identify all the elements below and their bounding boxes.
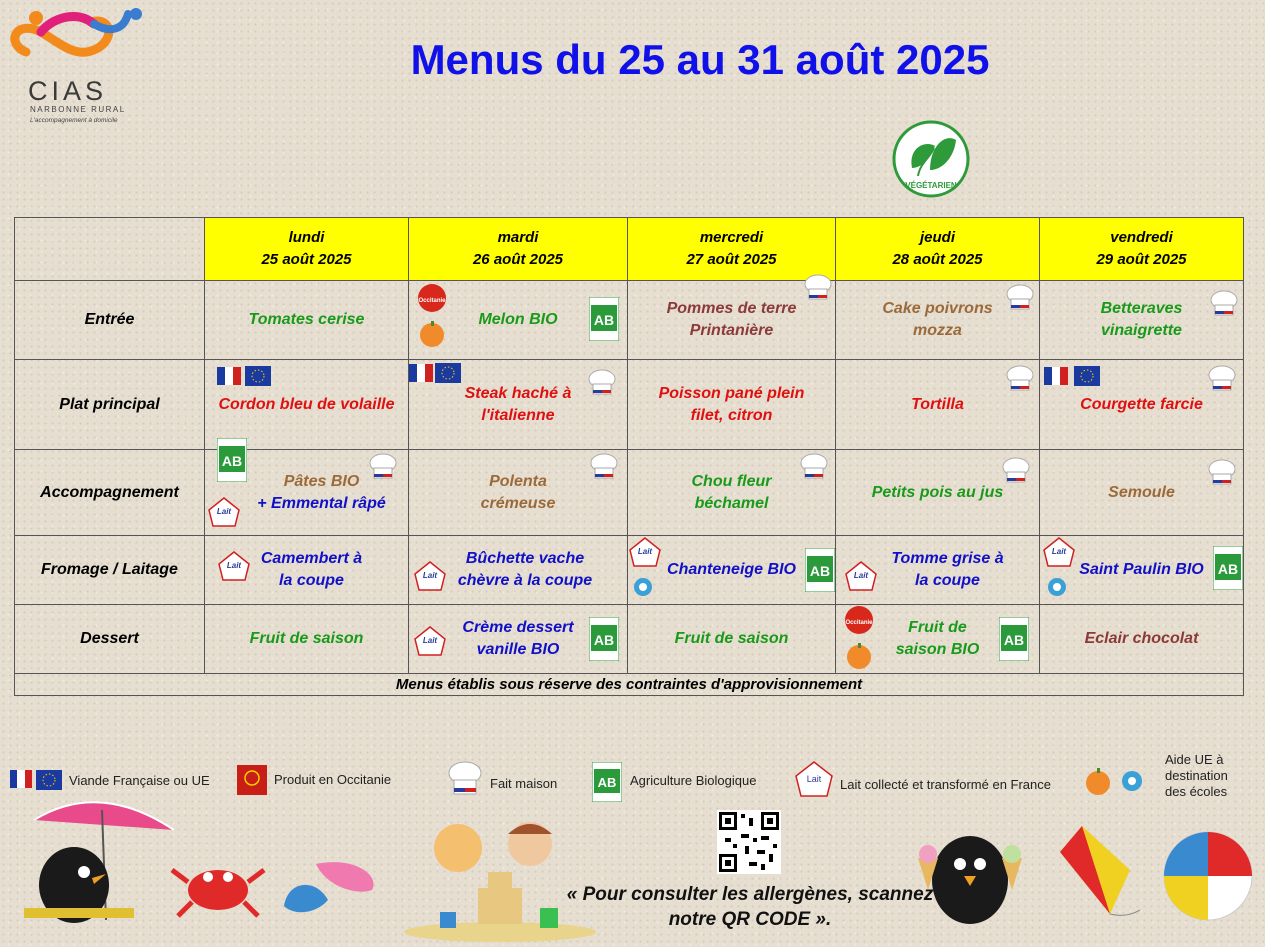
logo-subtitle: NARBONNE RURAL bbox=[30, 105, 126, 114]
day-date: 29 août 2025 bbox=[1096, 251, 1187, 268]
legend-occitanie-icon bbox=[236, 764, 268, 796]
logo-name: CIAS bbox=[28, 76, 108, 106]
dish-text: Cake poivrons mozza bbox=[882, 300, 993, 339]
row-fromage-laitage bbox=[15, 536, 1244, 605]
bio-icon-text: AB bbox=[1003, 632, 1025, 648]
row-label: Plat principal bbox=[15, 360, 205, 450]
menu-cell bbox=[1040, 605, 1244, 674]
logo-tagline: L'accompagnement à domicile bbox=[30, 117, 118, 124]
row-plat-principal bbox=[15, 360, 1244, 450]
row-label: Accompagnement bbox=[15, 450, 205, 536]
shells-illustration bbox=[276, 856, 386, 920]
menu-cell bbox=[205, 281, 409, 360]
dish-text: Steak haché à l'italienne bbox=[464, 384, 572, 424]
bio-icon bbox=[589, 617, 619, 661]
lait-icon-text: Lait bbox=[422, 636, 438, 645]
lait-icon-text: Lait bbox=[853, 571, 869, 580]
dish-text: Tomates cerise bbox=[248, 311, 365, 328]
dish-extra-text: + Emmental râpé bbox=[257, 494, 386, 512]
bio-icon bbox=[589, 297, 619, 341]
corner-cell bbox=[15, 218, 205, 281]
occitanie-icon bbox=[415, 283, 449, 313]
menu-cell bbox=[628, 281, 836, 360]
dish-text: Melon BIO bbox=[478, 311, 558, 328]
legend-lait-icon bbox=[794, 760, 834, 798]
dish-text: Chou fleur béchamel bbox=[691, 472, 772, 512]
day-header-mercredi bbox=[628, 218, 836, 281]
supply-note: Menus établis sous réserve des contraintes d'approvisionnement bbox=[15, 674, 1244, 696]
dish-text: Pommes de terre Printanière bbox=[666, 300, 797, 339]
lait-icon-text: Lait bbox=[637, 547, 653, 556]
dish-text: Betteraves vinaigrette bbox=[1100, 300, 1183, 339]
chef-hat-icon bbox=[589, 452, 619, 482]
day-date: 28 août 2025 bbox=[892, 251, 983, 268]
legend-lait-icon-text: Lait bbox=[806, 774, 822, 784]
dish-text: Cordon bleu de volaille bbox=[218, 395, 395, 413]
chef-hat-icon bbox=[799, 452, 829, 482]
menu-cell bbox=[205, 360, 409, 450]
menu-table bbox=[14, 217, 1244, 696]
qr-code[interactable] bbox=[717, 810, 781, 874]
row-label: Fromage / Laitage bbox=[15, 536, 205, 605]
chef-hat-icon bbox=[1005, 283, 1035, 313]
eu-aid-splash-icon bbox=[630, 574, 656, 600]
bio-icon bbox=[999, 617, 1029, 661]
chef-hat-icon bbox=[1005, 364, 1035, 394]
menu-cell bbox=[836, 360, 1040, 450]
dish-text: Saint Paulin BIO bbox=[1079, 561, 1204, 578]
day-name: vendredi bbox=[1110, 229, 1173, 246]
legend-milk-text: Lait collecté et transformé en France bbox=[840, 777, 1051, 792]
day-name: mardi bbox=[497, 229, 539, 246]
crab-illustration bbox=[168, 852, 268, 922]
dish-text: Crème dessert vanille BIO bbox=[462, 619, 574, 658]
dish-text: Semoule bbox=[1108, 483, 1175, 501]
menu-cell bbox=[836, 281, 1040, 360]
menu-cell bbox=[836, 536, 1040, 605]
bio-icon bbox=[1213, 546, 1243, 590]
day-date: 25 août 2025 bbox=[261, 251, 352, 268]
day-header-vendredi bbox=[1040, 218, 1244, 281]
lait-france-icon bbox=[628, 536, 662, 568]
menu-cell bbox=[409, 450, 628, 536]
row-entree bbox=[15, 281, 1244, 360]
eu-aid-fruit-icon bbox=[844, 641, 874, 671]
row-dessert bbox=[15, 605, 1244, 674]
menu-cell bbox=[205, 450, 409, 536]
dish-text: Eclair chocolat bbox=[1084, 630, 1199, 647]
bio-icon bbox=[217, 438, 247, 482]
lait-icon-text: Lait bbox=[1051, 547, 1067, 556]
dish-text: Polenta crémeuse bbox=[480, 472, 556, 512]
note-row bbox=[15, 674, 1244, 696]
dish-text: Fruit de saison BIO bbox=[895, 619, 980, 658]
beach-bird-illustration bbox=[14, 790, 174, 930]
day-header-mardi bbox=[409, 218, 628, 281]
legend-eu-aid-text: Aide UE à destination des écoles bbox=[1165, 752, 1228, 799]
leaf-icon bbox=[890, 118, 972, 200]
day-name: jeudi bbox=[919, 229, 955, 246]
eu-aid-splash-icon bbox=[1044, 574, 1070, 600]
cias-logo bbox=[6, 4, 146, 124]
day-name: mercredi bbox=[699, 229, 764, 246]
lait-france-icon bbox=[217, 550, 251, 582]
menu-cell bbox=[409, 281, 628, 360]
logo-infinity-icon bbox=[6, 4, 146, 76]
lait-france-icon bbox=[844, 560, 878, 592]
day-date: 26 août 2025 bbox=[472, 251, 564, 268]
row-label: Dessert bbox=[15, 605, 205, 674]
menu-cell bbox=[1040, 281, 1244, 360]
bio-icon-text: AB bbox=[593, 312, 615, 328]
bio-icon-text: AB bbox=[593, 632, 615, 648]
menu-cell bbox=[1040, 450, 1244, 536]
french-eu-meat-icon bbox=[1044, 365, 1100, 387]
dish-text: Tomme grise à la coupe bbox=[891, 550, 1004, 589]
chef-hat-icon bbox=[803, 273, 833, 303]
french-eu-meat-icon bbox=[409, 362, 465, 384]
bio-icon-text: AB bbox=[1217, 561, 1239, 577]
occitanie-icon-text: Occitanie bbox=[845, 620, 873, 626]
bird-icecream-illustration bbox=[910, 818, 1030, 938]
chef-hat-icon bbox=[1001, 456, 1031, 486]
legend-chef-hat-icon bbox=[446, 760, 484, 798]
header-row bbox=[15, 218, 1244, 281]
chef-hat-icon bbox=[368, 452, 398, 482]
chef-hat-icon bbox=[1207, 364, 1237, 394]
dish-text: Pâtes BIO bbox=[283, 472, 360, 490]
lait-icon-text: Lait bbox=[422, 571, 438, 580]
legend-occitanie-text: Produit en Occitanie bbox=[274, 772, 392, 787]
french-eu-meat-icon bbox=[217, 365, 273, 387]
menu-cell bbox=[628, 360, 836, 450]
bio-icon-text: AB bbox=[809, 563, 831, 579]
dish-text: Tortilla bbox=[911, 395, 964, 413]
lait-france-icon bbox=[413, 625, 447, 657]
vegetarian-badge-text: VÉGÉTARIEN bbox=[905, 181, 957, 190]
dish-text: Fruit de saison bbox=[249, 630, 364, 647]
occitanie-icon-text: Occitanie bbox=[418, 298, 446, 304]
menu-cell bbox=[836, 450, 1040, 536]
dish-text: Camembert à la coupe bbox=[260, 550, 363, 589]
dish-text: Fruit de saison bbox=[674, 630, 789, 647]
legend-eu-aid-icons bbox=[1084, 766, 1144, 798]
legend-bio-icon-text: AB bbox=[597, 775, 617, 790]
menu-cell bbox=[628, 450, 836, 536]
qr-instruction: « Pour consulter les allergènes, scannez notre QR CODE ». bbox=[566, 884, 934, 930]
row-accompagnement bbox=[15, 450, 1244, 536]
day-header-lundi bbox=[205, 218, 409, 281]
dish-text: Petits pois au jus bbox=[871, 483, 1004, 501]
beach-ball-illustration bbox=[1162, 830, 1254, 922]
chef-hat-icon bbox=[587, 368, 617, 398]
dish-text: Courgette farcie bbox=[1080, 395, 1203, 413]
legend-bio-icon bbox=[592, 762, 622, 802]
dish-text: Bûchette vache chèvre à la coupe bbox=[457, 550, 593, 589]
lait-icon-text: Lait bbox=[216, 507, 232, 516]
lait-france-icon bbox=[413, 560, 447, 592]
dish-text: Chanteneige BIO bbox=[667, 561, 796, 578]
menu-cell bbox=[409, 360, 628, 450]
row-label: Entrée bbox=[15, 281, 205, 360]
chef-hat-icon bbox=[1207, 458, 1237, 488]
legend-bio-text: Agriculture Biologique bbox=[630, 773, 757, 788]
eu-aid-fruit-icon bbox=[417, 319, 447, 349]
lait-france-icon bbox=[207, 496, 241, 528]
day-date: 27 août 2025 bbox=[686, 251, 777, 268]
menu-cell bbox=[409, 536, 628, 605]
day-header-jeudi bbox=[836, 218, 1040, 281]
page-title: Menus du 25 au 31 août 2025 bbox=[410, 36, 990, 83]
legend-meat-text: Viande Française ou UE bbox=[69, 773, 210, 788]
menu-cell bbox=[628, 536, 836, 605]
menu-cell bbox=[1040, 536, 1244, 605]
legend-homemade-text: Fait maison bbox=[490, 776, 558, 791]
bio-icon-text: AB bbox=[221, 453, 243, 469]
occitanie-icon bbox=[842, 605, 876, 635]
lait-france-icon bbox=[1042, 536, 1076, 568]
menu-cell bbox=[205, 536, 409, 605]
menu-cell bbox=[628, 605, 836, 674]
menu-cell bbox=[836, 605, 1040, 674]
dish-text: Poisson pané plein filet, citron bbox=[658, 384, 805, 424]
menu-cell bbox=[1040, 360, 1244, 450]
chef-hat-icon bbox=[1209, 289, 1239, 319]
menu-cell bbox=[205, 605, 409, 674]
menu-cell bbox=[409, 605, 628, 674]
bio-icon bbox=[805, 548, 835, 592]
kite-illustration bbox=[1040, 822, 1140, 922]
lait-icon-text: Lait bbox=[226, 561, 242, 570]
vegetarian-badge bbox=[890, 118, 972, 200]
day-name: lundi bbox=[288, 229, 325, 246]
